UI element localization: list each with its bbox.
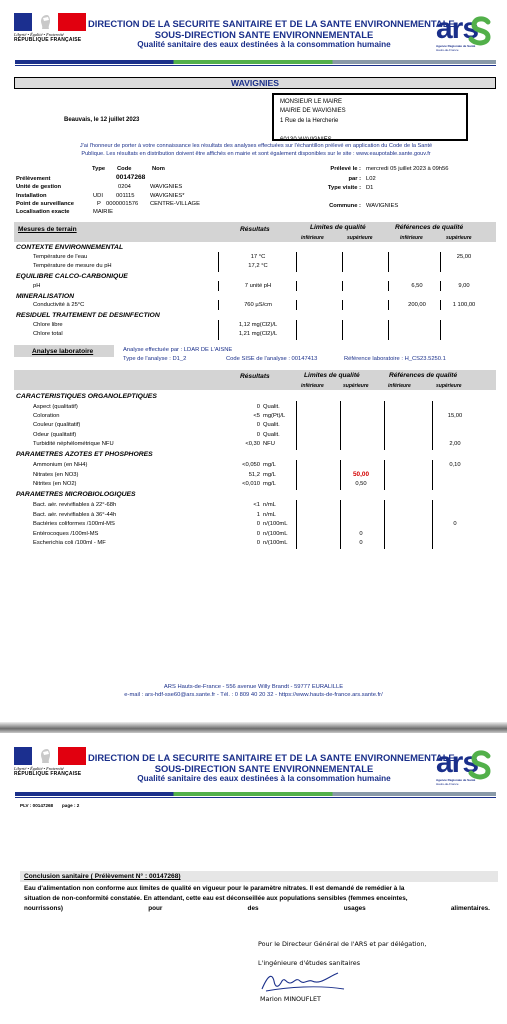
ref-sup: 1 100,00 — [452, 302, 476, 308]
ident-col-nom: Nom — [152, 166, 165, 172]
param-name: Chlore total — [33, 331, 63, 337]
grid-line — [388, 252, 389, 272]
param-name: Escherichia coli /100ml - MF — [33, 540, 106, 546]
ars-logo — [436, 14, 496, 56]
marianne-icon — [38, 748, 52, 764]
terrain-head-mesures: Mesures de terrain — [18, 226, 77, 233]
param-name: Coloration — [33, 413, 60, 419]
grid-line — [342, 281, 343, 291]
page-separator — [0, 722, 507, 733]
param-unit: n/(100mL — [263, 540, 288, 546]
visite-value: D1 — [366, 185, 374, 191]
header-title-1: DIRECTION DE LA SECURITE SANITAIRE ET DE LA SANTE ENVIRONNEMENTALE — [88, 752, 455, 763]
localisation-nom: MAIRIE — [93, 209, 113, 215]
terrain-head-ref-inf: inférieure — [400, 235, 423, 241]
grid-line — [296, 252, 297, 272]
param-name: pH — [33, 283, 41, 289]
grid-line — [384, 401, 385, 450]
param-result: 7 unité pH — [244, 283, 272, 289]
terrain-head-inf: inférieure — [301, 235, 324, 241]
republique-francaise-logo — [14, 13, 86, 43]
grid-line — [296, 460, 297, 490]
terrain-head-references: Références de qualité — [395, 224, 464, 231]
section-title: MINERALISATION — [16, 293, 75, 300]
address-line: 1 Rue de la Hercherie — [280, 117, 339, 124]
grid-line — [340, 401, 341, 450]
page-number: page : 2 — [62, 803, 80, 808]
grid-line — [388, 320, 389, 340]
param-value: 51,2 — [248, 472, 260, 478]
header-title-3: Qualité sanitaire des eaux destinées à la consommation humaine — [137, 40, 391, 49]
param-name: Bact. aér. revivifiables à 22°-68h — [33, 502, 117, 508]
param-name: Ammonium (en NH4) — [33, 462, 88, 468]
param-unit: n/(100mL — [263, 531, 288, 537]
ref-sup: 2,00 — [449, 441, 461, 447]
param-unit: n/(100mL — [263, 521, 288, 527]
prelevement-code: 00147268 — [116, 174, 146, 181]
unite-nom: WAVIGNIES — [150, 184, 183, 190]
param-result: 1,12 mg(Cl2)/L — [238, 322, 278, 328]
ref-inf: 200,00 — [408, 302, 426, 308]
param-unit: Qualit. — [263, 422, 280, 428]
report-page-2 — [0, 733, 507, 1024]
grid-line — [384, 500, 385, 549]
labo-head-resultats: Résultats — [240, 373, 270, 380]
localisation-label: Localisation exacte — [16, 209, 70, 215]
labo-code-sise: Code SISE de l'analyse : 00147413 — [226, 356, 318, 362]
section-title: PARAMETRES MICROBIOLOGIQUES — [16, 491, 136, 498]
commune-value: WAVIGNIES — [366, 203, 399, 209]
grid-line — [432, 460, 433, 490]
recipient-address — [272, 93, 468, 141]
intro-line-1: J'ai l'honneur de porter à votre connaissance les résultats des analyses effectuées sur l'échantillon prélevé en application du Code de la Santé — [79, 143, 433, 149]
param-value: <1 — [253, 502, 260, 508]
prelevement-label: Prélèvement — [16, 176, 51, 182]
param-value: 0 — [256, 540, 260, 546]
param-unit: Qualit. — [263, 432, 280, 438]
section-title: EQUILIBRE CALCO-CARBONIQUE — [16, 273, 128, 280]
param-name: Chlore libre — [33, 322, 63, 328]
unite-label: Unité de gestion — [16, 184, 62, 190]
rf-name: RÉPUBLIQUE FRANÇAISE — [14, 37, 82, 43]
grid-line — [342, 300, 343, 310]
conclusion-line-2: situation de non-conformité constatée. En attendant, cette eau est déconseillée aux populations sensibles (femmes enceintes, — [24, 895, 408, 902]
grid-line — [296, 281, 297, 291]
limit-sup-exceeded: 50,00 — [353, 471, 369, 478]
param-name: Température de mesure du pH — [33, 263, 112, 269]
ars-logo-subtitle: Agence Régionale de Santé Hauts-de-France — [436, 44, 476, 52]
ars-s-icon — [466, 16, 494, 46]
param-unit: mg/L — [263, 472, 276, 478]
header-stripe — [15, 792, 496, 796]
par-label: par : — [348, 176, 361, 182]
report-title: WAVIGNIES — [14, 77, 496, 89]
address-line: MAIRIE DE WAVIGNIES — [280, 108, 346, 115]
param-unit: Qualit. — [263, 404, 280, 410]
terrain-head-resultats: Résultats — [240, 226, 270, 233]
param-value: 0 — [256, 432, 260, 438]
section-title: CONTEXTE ENVIRONNEMENTAL — [16, 244, 124, 251]
labo-head-inf: inférieure — [301, 383, 324, 389]
param-name: Conductivité à 25°C — [33, 302, 85, 308]
grid-line — [432, 401, 433, 450]
limit-sup: 0 — [359, 540, 363, 546]
param-value: 0 — [256, 531, 260, 537]
visite-label: Type visite : — [327, 185, 361, 191]
param-value: 0 — [256, 422, 260, 428]
labo-head-limites: Limites de qualité — [304, 372, 360, 379]
labo-head-sup: supérieure — [343, 383, 369, 389]
ref-sup: 25,00 — [456, 254, 472, 260]
grid-line — [296, 320, 297, 340]
grid-line — [296, 500, 297, 549]
grid-line — [340, 460, 341, 490]
installation-type: UDI — [93, 193, 103, 199]
conclusion-line-1: Eau d'alimentation non conforme aux limites de qualité en vigueur pour le paramètre nitrates. Il est demandé de remédier à la — [24, 885, 405, 892]
address-line: MONSIEUR LE MAIRE — [280, 99, 343, 105]
terrain-head-ref-sup: supérieure — [446, 235, 472, 241]
param-value: 0 — [256, 404, 260, 410]
param-result: 17,2 °C — [248, 263, 268, 269]
header-title-2: SOUS-DIRECTION SANTE ENVIRONNEMENTALE — [154, 763, 374, 774]
limit-sup: 0,50 — [355, 481, 367, 487]
ars-s-icon — [466, 750, 494, 780]
header-rule — [15, 797, 496, 798]
param-name: Entérocoques /100ml-MS — [33, 531, 99, 537]
commune-label: Commune : — [329, 203, 361, 209]
plv-number: PLV : 00147268 — [20, 803, 54, 808]
preleve-value: mercredi 05 juillet 2023 à 09h56 — [366, 166, 449, 172]
ref-inf: 6,50 — [411, 283, 423, 289]
param-value: 1 — [256, 512, 260, 518]
unite-code: 0204 — [118, 184, 131, 190]
intro-line-2: Publique. Les résultats en distribution doivent être affichés en mairie et sont également disponibles sur le site : www.eaupotable.sante.gouv.fr — [81, 151, 431, 157]
labo-head-ref-sup: supérieure — [436, 383, 462, 389]
param-result: 1,21 mg(Cl2)/L — [238, 331, 278, 337]
par-value: L02 — [366, 176, 376, 182]
ars-logo — [436, 748, 496, 790]
param-name: Couleur (qualitatif) — [33, 422, 81, 428]
preleve-label: Prélevé le : — [330, 166, 361, 172]
param-unit: mg/L — [263, 462, 276, 468]
param-name: Turbidité néphélométrique NFU — [33, 441, 114, 447]
header-title-3: Qualité sanitaire des eaux destinées à la consommation humaine — [137, 774, 391, 783]
section-title: CARACTERISTIQUES ORGANOLEPTIQUES — [16, 393, 157, 400]
header-rule — [15, 65, 496, 66]
param-result: 760 µS/cm — [244, 302, 272, 308]
labo-ref: Référence laboratoire : H_CS23.5250.1 — [344, 356, 446, 362]
rf-motto: Liberté • Égalité • Fraternité — [14, 32, 64, 37]
point-code: 0000001576 — [106, 201, 139, 207]
conclusion-title: Conclusion sanitaire ( Prélèvement N° : 00147268) — [24, 873, 181, 880]
grid-line — [440, 300, 441, 310]
grid-line — [440, 252, 441, 272]
conclusion-line-3: nourrissons) pour des usages alimentaires. — [24, 905, 490, 912]
limit-sup: 0 — [359, 531, 363, 537]
grid-line — [388, 300, 389, 310]
labo-head: Analyse laboratoire — [32, 348, 94, 355]
terrain-head-limites: Limites de qualité — [310, 224, 366, 231]
terrain-head-sup: supérieure — [347, 235, 373, 241]
header-title-2: SOUS-DIRECTION SANTE ENVIRONNEMENTALE — [154, 29, 374, 40]
labo-effectuee: Analyse effectuée par : LDAR DE L'AISNE — [123, 347, 233, 353]
grid-line — [340, 500, 341, 549]
param-value: <5 — [253, 413, 260, 419]
param-unit: n/mL — [263, 512, 276, 518]
param-value: <0,050 — [242, 462, 260, 468]
signature-line-1: Pour le Directeur Général de l'ARS et par délégation, — [258, 940, 427, 948]
place-date: Beauvais, le 12 juillet 2023 — [64, 117, 140, 123]
header-stripe — [15, 60, 496, 64]
ref-sup: 9,00 — [458, 283, 470, 289]
grid-line — [388, 281, 389, 291]
grid-line — [218, 320, 219, 340]
param-value: <0,010 — [242, 481, 260, 487]
installation-nom: WAVIGNIES* — [150, 193, 185, 199]
param-unit: mg/L — [263, 481, 276, 487]
param-name: Nitrites (en NO2) — [33, 481, 77, 487]
republique-francaise-logo — [14, 747, 86, 777]
grid-line — [342, 252, 343, 272]
address-line — [280, 126, 460, 135]
grid-line — [432, 500, 433, 549]
ident-col-code: Code — [117, 166, 132, 172]
signatory-name: Marion MINOUFLET — [260, 995, 321, 1003]
labo-head-references: Références de qualité — [389, 372, 458, 379]
footer-contact: e-mail : ars-hdf-sse60@ars.sante.fr - Tél. : 0 809 40 20 32 - https://www.hauts-de-france.ars.sante.fr/ — [124, 692, 383, 698]
grid-line — [440, 320, 441, 340]
ars-logo-word: ars — [436, 12, 479, 45]
grid-line — [342, 320, 343, 340]
ars-logo-word: ars — [436, 746, 479, 779]
param-name: Température de l'eau — [33, 254, 88, 260]
section-title: RESIDUEL TRAITEMENT DE DESINFECTION — [16, 312, 160, 319]
param-value: <0,30 — [245, 441, 260, 447]
param-name: Bactéries coliformes /100ml-MS — [33, 521, 115, 527]
handwritten-signature — [258, 969, 348, 997]
marianne-icon — [38, 14, 52, 30]
labo-head-ref-inf: inférieure — [388, 383, 411, 389]
param-name: Aspect (qualitatif) — [33, 404, 78, 410]
param-unit: NFU — [263, 441, 275, 447]
point-type: P — [97, 201, 101, 207]
ident-col-type: Type — [92, 166, 106, 172]
footer-address: ARS Hauts-de-France - 556 avenue Willy Brandt - 59777 EURALILLE — [163, 684, 344, 690]
rf-name: RÉPUBLIQUE FRANÇAISE — [14, 771, 82, 777]
grid-line — [296, 300, 297, 310]
ref-sup: 0,10 — [449, 462, 461, 468]
signature-line-2: L'ingénieure d'études sanitaires — [258, 959, 361, 967]
grid-line — [218, 300, 219, 310]
grid-line — [296, 401, 297, 450]
param-unit: mg(Pt)/L — [263, 413, 286, 419]
ref-sup: 0 — [453, 521, 457, 527]
ars-logo-subtitle: Agence Régionale de Santé Hauts-de-France — [436, 778, 476, 786]
param-name: Nitrates (en NO3) — [33, 472, 79, 478]
grid-line — [218, 252, 219, 272]
installation-label: Installation — [16, 193, 47, 199]
grid-line — [384, 460, 385, 490]
address-line: 60130 WAVIGNIES — [280, 136, 332, 143]
param-result: 17 °C — [250, 254, 266, 260]
param-value: 0 — [256, 521, 260, 527]
rf-motto: Liberté • Égalité • Fraternité — [14, 766, 64, 771]
point-nom: CENTRE-VILLAGE — [150, 201, 200, 207]
param-name: Odeur (qualitatif) — [33, 432, 77, 438]
grid-line — [218, 281, 219, 291]
header-title-1: DIRECTION DE LA SECURITE SANITAIRE ET DE LA SANTE ENVIRONNEMENTALE — [88, 18, 455, 29]
ref-sup: 15,00 — [447, 413, 463, 419]
param-unit: n/mL — [263, 502, 276, 508]
param-name: Bact. aér. revivifiables à 36°-44h — [33, 512, 117, 518]
point-label: Point de surveillance — [16, 201, 74, 207]
labo-type-analyse: Type de l'analyse : D1_2 — [123, 356, 187, 362]
installation-code: 001115 — [116, 193, 135, 199]
grid-line — [440, 281, 441, 291]
section-title: PARAMETRES AZOTES ET PHOSPHORES — [16, 451, 153, 458]
